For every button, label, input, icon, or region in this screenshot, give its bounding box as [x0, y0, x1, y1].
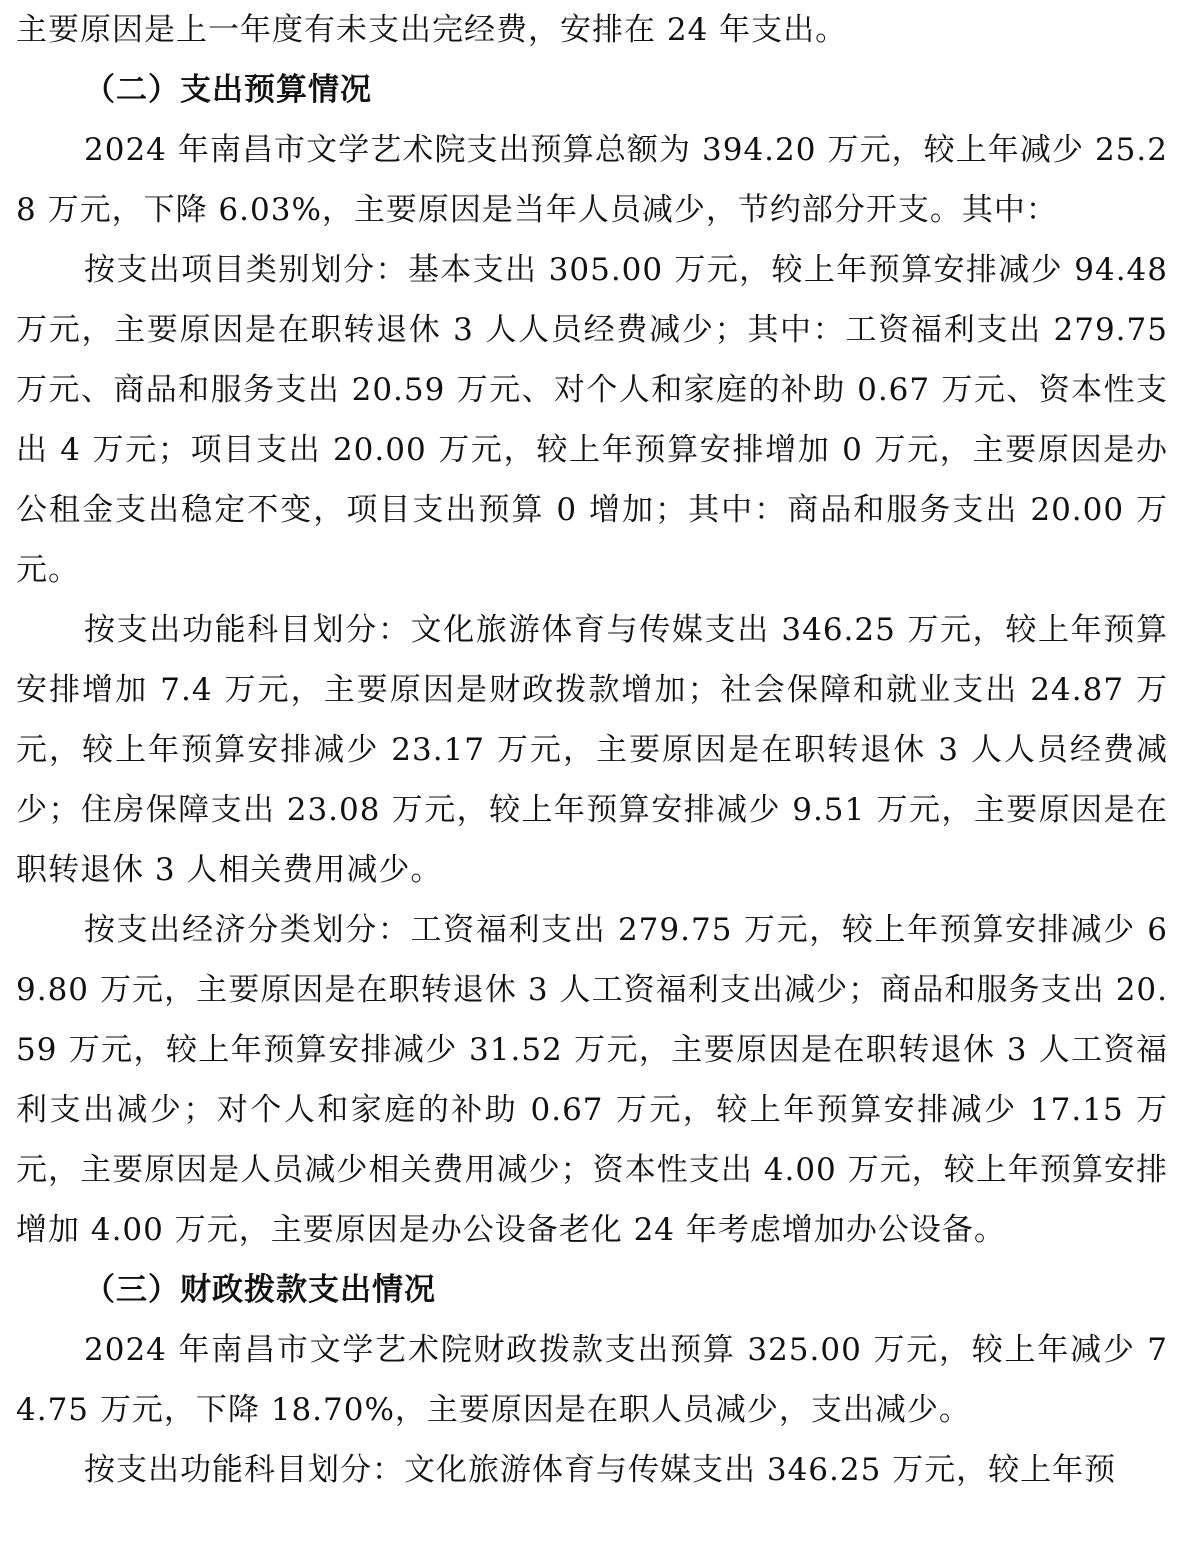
paragraph-expenditure-total: 2024 年南昌市文学艺术院支出预算总额为 394.20 万元，较上年减少 25.28 万元，下降 6.03%，主要原因是当年人员减少，节约部分开支。其中： [16, 132, 1168, 228]
paragraph-carryover: 主要原因是上一年度有未支出完经费，安排在 24 年支出。 [16, 12, 848, 48]
section-heading-fiscal-appropriation: （三）财政拨款支出情况 [84, 1272, 436, 1308]
paragraph-fiscal-by-function: 按支出功能科目划分：文化旅游体育与传媒支出 346.25 万元，较上年预 [84, 1452, 1117, 1488]
document-page [16, 0, 1168, 1500]
section-heading-expenditure-budget: （二）支出预算情况 [84, 72, 372, 108]
paragraph-by-function: 按支出功能科目划分：文化旅游体育与传媒支出 346.25 万元，较上年预算安排增加 7.4 万元，主要原因是财政拨款增加；社会保障和就业支出 24.87 万元，较上年预算安排减少 23.17 万元，主要原因是在职转退休 3 人人员经费减少；住房保障支出 23.08 万元，较上年预算安排减少 9.51 万元，主要原因是在职转退休 3 人相关费用减少。 [16, 612, 1168, 888]
paragraph-by-project-category: 按支出项目类别划分：基本支出 305.00 万元，较上年预算安排减少 94.48 万元，主要原因是在职转退休 3 人人员经费减少；其中：工资福利支出 279.75 万元、商品和服务支出 20.59 万元、对个人和家庭的补助 0.67 万元、资本性支出 4 万元；项目支出 20.00 万元，较上年预算安排增加 0 万元，主要原因是办公租金支出稳定不变，项目支出预算 0 增加；其中：商品和服务支出 20.00 万元。 [16, 252, 1168, 588]
paragraph-fiscal-total: 2024 年南昌市文学艺术院财政拨款支出预算 325.00 万元，较上年减少 74.75 万元，下降 18.70%，主要原因是在职人员减少，支出减少。 [16, 1332, 1168, 1428]
paragraph-by-economic-class: 按支出经济分类划分：工资福利支出 279.75 万元，较上年预算安排减少 69.80 万元，主要原因是在职转退休 3 人工资福利支出减少；商品和服务支出 20.59 万元，较上年预算安排减少 31.52 万元，主要原因是在职转退休 3 人工资福利支出减少；对个人和家庭的补助 0.67 万元，较上年预算安排减少 17.15 万元，主要原因是人员减少相关费用减少；资本性支出 4.00 万元，较上年预算安排增加 4.00 万元，主要原因是办公设备老化 24 年考虑增加办公设备。 [16, 912, 1168, 1248]
